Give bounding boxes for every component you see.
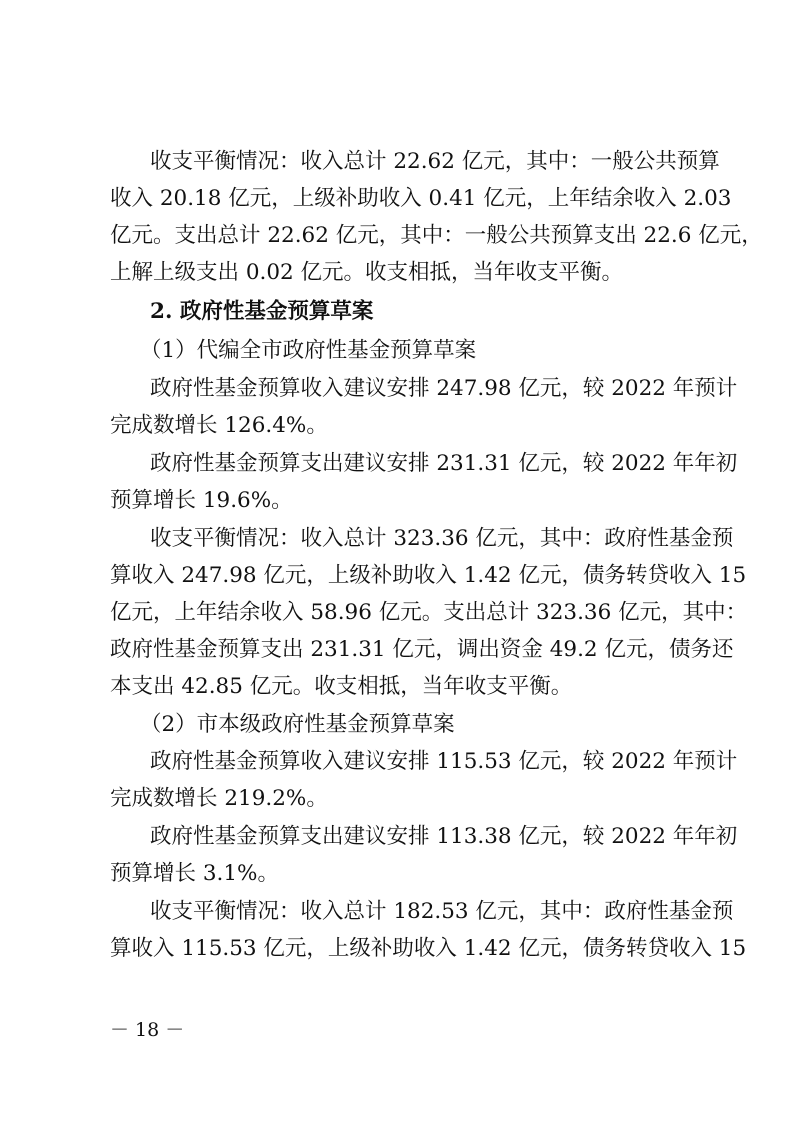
text-line: 收入 20.18 亿元，上级补助收入 0.41 亿元，上年结余收入 2.03	[110, 186, 732, 211]
text-line: 政府性基金预算支出 231.31 亿元，调出资金 49.2 亿元，债务还	[110, 637, 734, 662]
text-line: 预算增长 3.1%。	[110, 861, 279, 886]
text-line: 完成数增长 126.4%。	[110, 413, 328, 438]
text-line: 算收入 115.53 亿元，上级补助收入 1.42 亿元，债务转贷收入 15	[110, 936, 747, 961]
text-line: 预算增长 19.6%。	[110, 488, 293, 513]
subsection-heading: （2）市本级政府性基金预算草案	[140, 712, 455, 737]
text-line: 亿元。支出总计 22.62 亿元，其中：一般公共预算支出 22.6 亿元，	[110, 223, 763, 248]
subsection-heading: （1）代编全市政府性基金预算草案	[140, 338, 477, 363]
text-line: 政府性基金预算收入建议安排 115.53 亿元，较 2022 年预计	[150, 749, 738, 774]
text-line: 政府性基金预算支出建议安排 231.31 亿元，较 2022 年年初	[150, 451, 738, 476]
text-line: 本支出 42.85 亿元。收支相抵，当年收支平衡。	[110, 674, 573, 699]
text-line: 上解上级支出 0.02 亿元。收支相抵，当年收支平衡。	[110, 260, 624, 285]
text-line: 政府性基金预算支出建议安排 113.38 亿元，较 2022 年年初	[150, 824, 738, 849]
text-line: 算收入 247.98 亿元，上级补助收入 1.42 亿元，债务转贷收入 15	[110, 563, 747, 588]
page-number: － 18 －	[110, 1019, 185, 1041]
text-line: 政府性基金预算收入建议安排 247.98 亿元，较 2022 年预计	[150, 376, 738, 401]
text-line: 收支平衡情况：收入总计 323.36 亿元，其中：政府性基金预	[150, 526, 734, 551]
text-line: 收支平衡情况：收入总计 182.53 亿元，其中：政府性基金预	[150, 899, 734, 924]
section-heading: 2. 政府性基金预算草案	[150, 299, 374, 324]
text-line: 完成数增长 219.2%。	[110, 786, 328, 811]
text-line: 收支平衡情况：收入总计 22.62 亿元，其中：一般公共预算	[150, 149, 720, 174]
text-line: 亿元，上年结余收入 58.96 亿元。支出总计 323.36 亿元，其中：	[110, 600, 748, 625]
